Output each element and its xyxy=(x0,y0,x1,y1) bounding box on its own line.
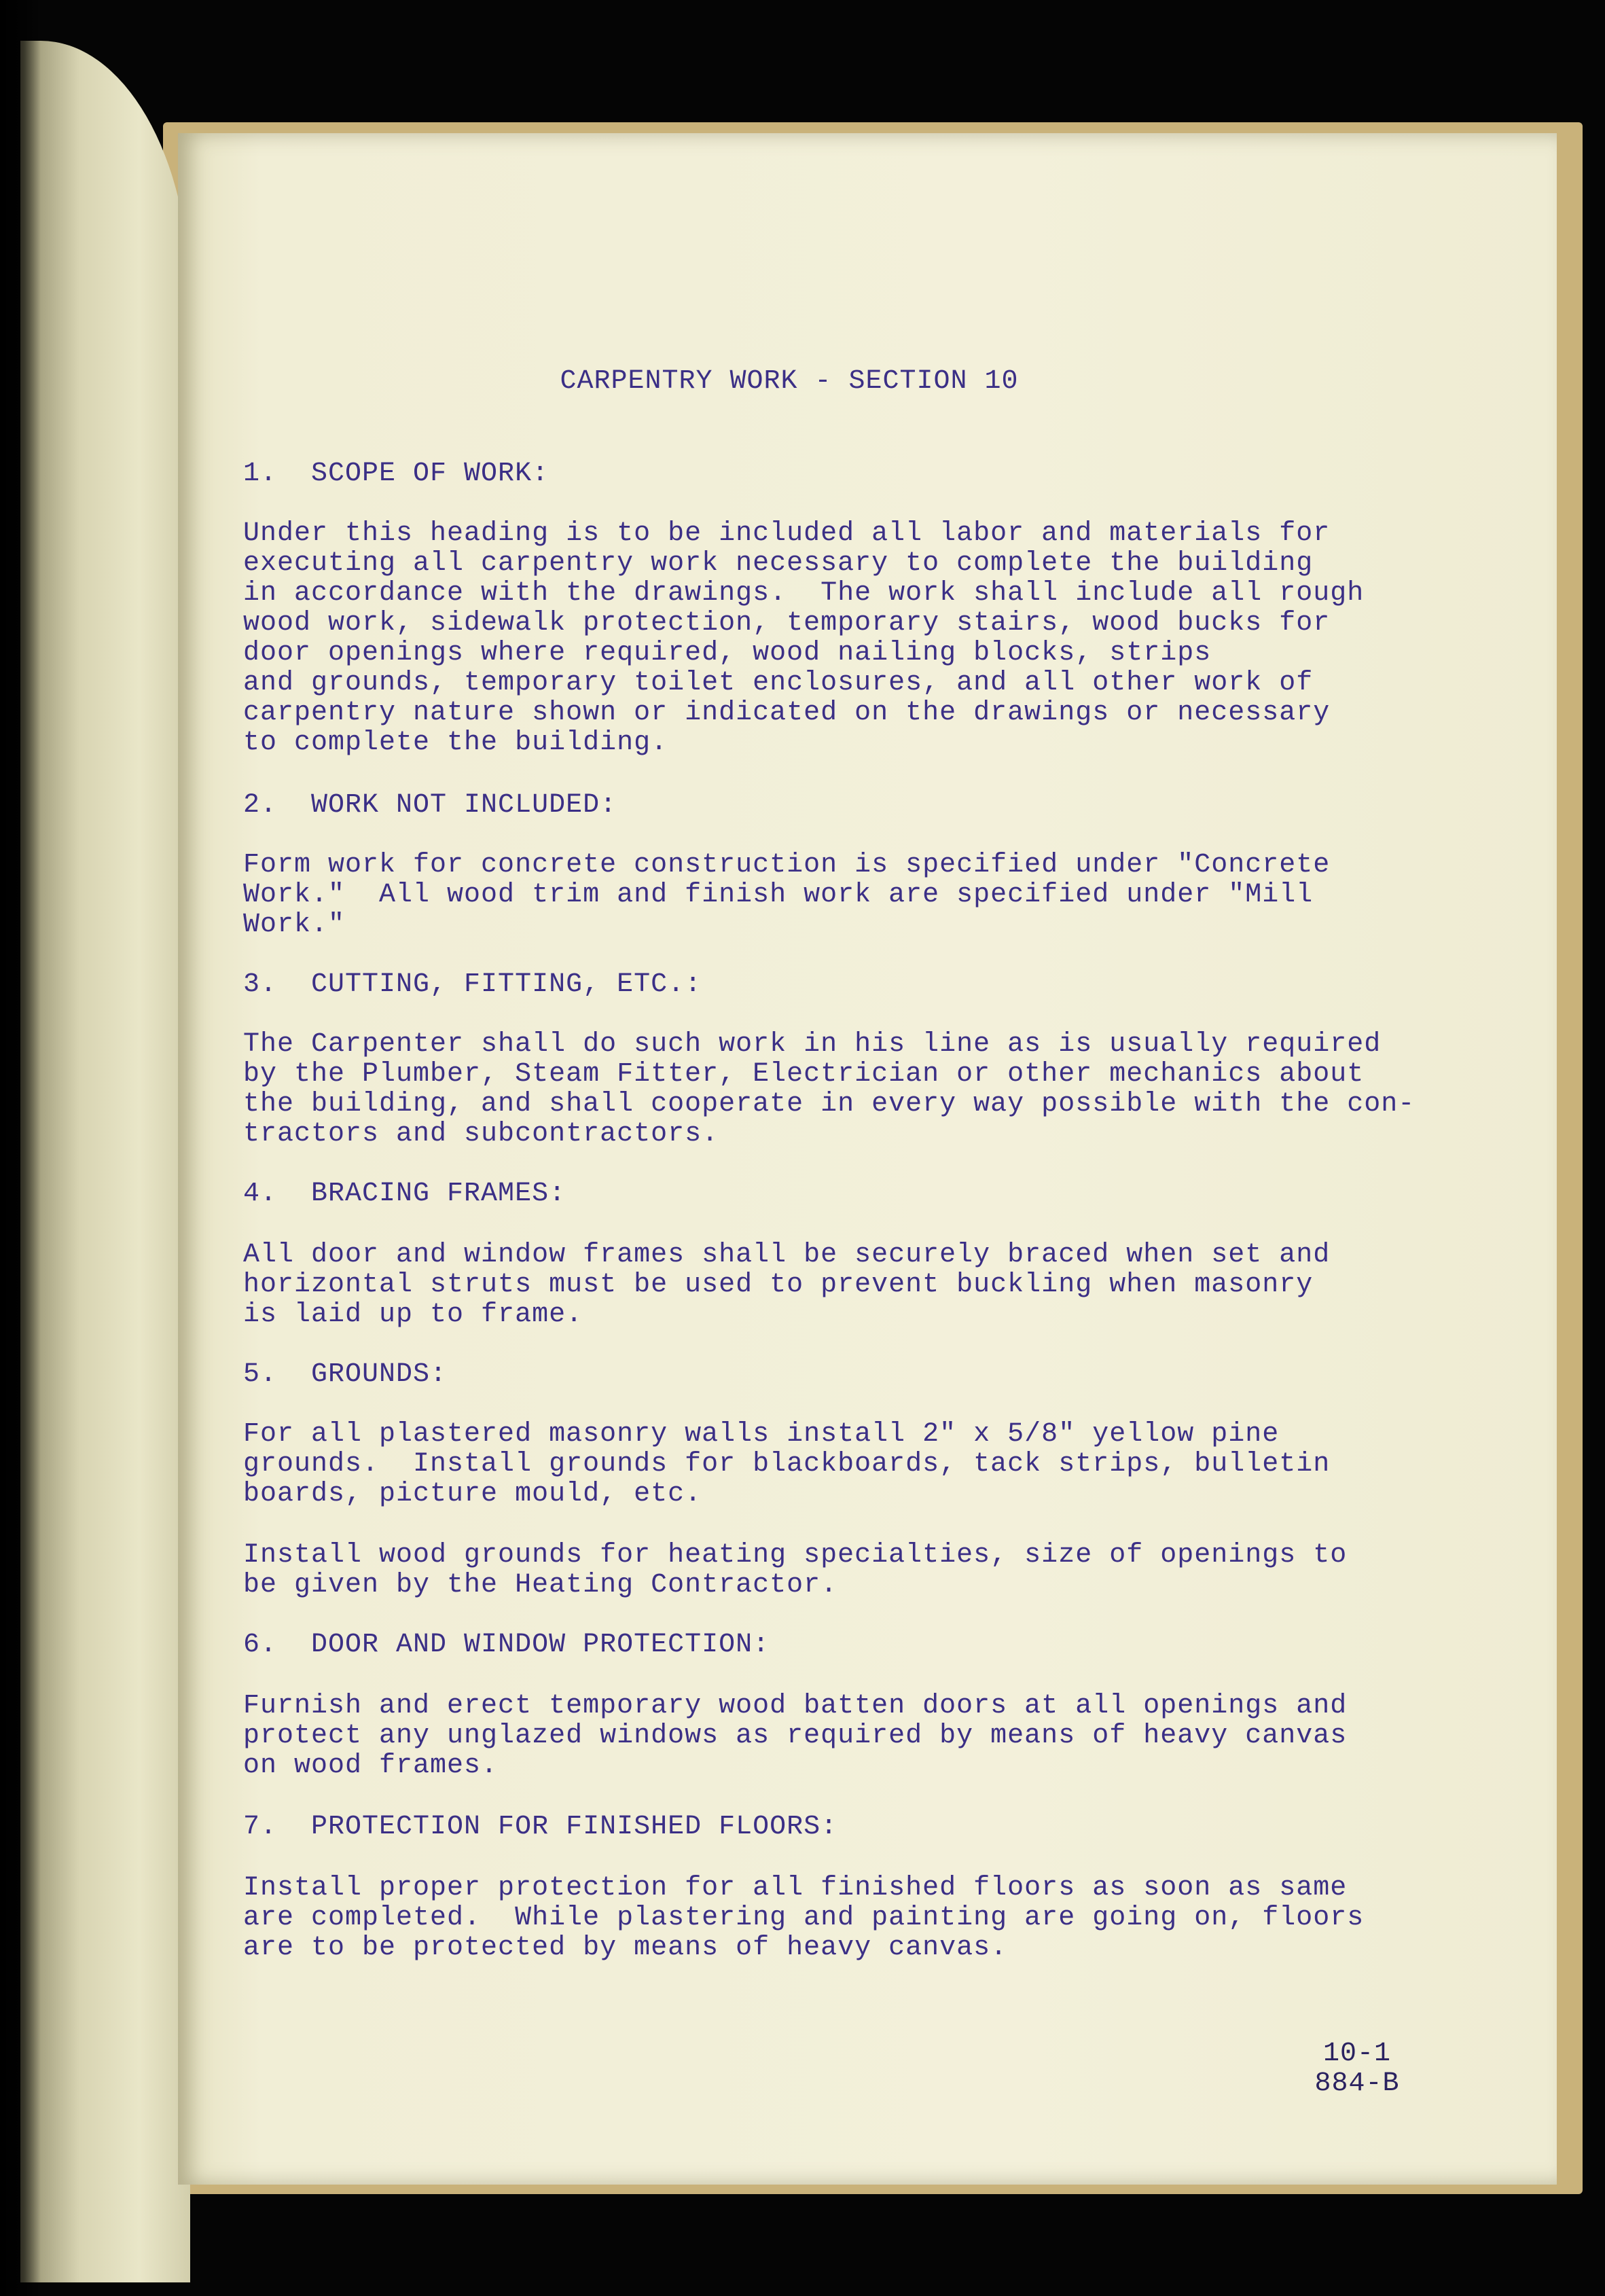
text-line: Form work for concrete construction is specified under "Concrete xyxy=(243,850,1331,880)
text-line: on wood frames. xyxy=(243,1751,499,1781)
page-number xyxy=(1303,2039,1411,2099)
section-heading-scope-of-work: 1. SCOPE OF WORK: xyxy=(243,459,549,489)
text-line: are to be protected by means of heavy canvas. xyxy=(243,1933,1008,1963)
text-line: horizontal struts must be used to prevent buckling when masonry xyxy=(243,1270,1314,1300)
text-line: carpentry nature shown or indicated on the drawings or necessary xyxy=(243,698,1331,728)
section-paragraph xyxy=(243,1541,1347,1600)
section-heading-bracing-frames: 4. BRACING FRAMES: xyxy=(243,1179,566,1209)
section-heading-protection-finished-floors: 7. PROTECTION FOR FINISHED FLOORS: xyxy=(243,1812,838,1842)
section-paragraph xyxy=(243,1691,1347,1781)
text-line: be given by the Heating Contractor. xyxy=(243,1570,838,1600)
text-line: Furnish and erect temporary wood batten doors at all openings and xyxy=(243,1691,1348,1721)
typed-specification xyxy=(178,133,1557,2185)
section-paragraph xyxy=(243,519,1364,758)
text-line: to complete the building. xyxy=(243,728,668,758)
text-line: grounds. Install grounds for blackboards, tack strips, bulletin xyxy=(243,1449,1331,1479)
document-page xyxy=(178,133,1557,2185)
text-line: wood work, sidewalk protection, temporary stairs, wood bucks for xyxy=(243,608,1331,639)
text-line: Work." xyxy=(243,910,346,940)
text-line: For all plastered masonry walls install 2" x 5/8" yellow pine xyxy=(243,1419,1280,1450)
page-number-line: 10-1 xyxy=(1322,2039,1391,2069)
text-line: are completed. While plastering and painting are going on, floors xyxy=(243,1903,1365,1933)
text-line: boards, picture mould, etc. xyxy=(243,1479,702,1509)
section-paragraph xyxy=(243,1420,1330,1509)
text-line: in accordance with the drawings. The work shall include all rough xyxy=(243,578,1365,609)
text-line: by the Plumber, Steam Fitter, Electrician or other mechanics about xyxy=(243,1059,1365,1090)
text-line: is laid up to frame. xyxy=(243,1299,583,1330)
section-heading-work-not-included: 2. WORK NOT INCLUDED: xyxy=(243,790,617,821)
text-line: executing all carpentry work necessary to complete the building xyxy=(243,548,1314,579)
text-line: and grounds, temporary toilet enclosures, and all other work of xyxy=(243,668,1314,698)
page-title: CARPENTRY WORK - SECTION 10 xyxy=(560,366,1019,397)
text-line: Work." All wood trim and finish work are specified under "Mill xyxy=(243,880,1314,910)
binding-shadow xyxy=(0,0,41,2296)
section-paragraph xyxy=(243,1873,1364,1963)
text-line: Install wood grounds for heating specialties, size of openings to xyxy=(243,1540,1348,1571)
document-code: 884-B xyxy=(1314,2068,1400,2099)
section-heading-door-window-protection: 6. DOOR AND WINDOW PROTECTION: xyxy=(243,1630,770,1660)
bound-left-pages xyxy=(20,41,190,2282)
text-line: the building, and shall cooperate in every way possible with the con- xyxy=(243,1089,1415,1119)
section-heading-cutting-fitting: 3. CUTTING, FITTING, ETC.: xyxy=(243,969,702,1000)
section-paragraph xyxy=(243,1030,1415,1149)
text-line: door openings where required, wood nailing blocks, strips xyxy=(243,638,1212,668)
text-line: All door and window frames shall be securely braced when set and xyxy=(243,1240,1331,1270)
section-paragraph xyxy=(243,850,1330,940)
section-paragraph xyxy=(243,1240,1330,1330)
text-line: Install proper protection for all finished floors as soon as same xyxy=(243,1873,1348,1903)
text-line: The Carpenter shall do such work in his line as is usually required xyxy=(243,1029,1382,1060)
section-heading-grounds: 5. GROUNDS: xyxy=(243,1359,448,1390)
text-line: protect any unglazed windows as required by means of heavy canvas xyxy=(243,1721,1348,1751)
text-line: Under this heading is to be included all labor and materials for xyxy=(243,518,1331,549)
text-line: tractors and subcontractors. xyxy=(243,1119,719,1149)
